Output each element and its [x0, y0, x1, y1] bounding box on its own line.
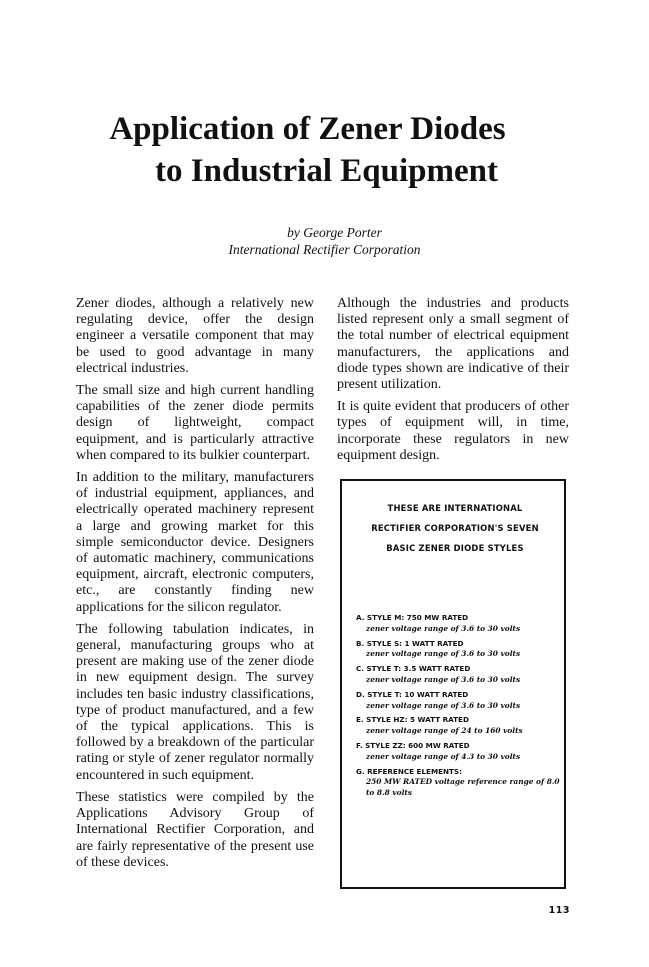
figure-heading-line: BASIC ZENER DIODE STYLES	[386, 543, 524, 553]
style-range: 250 MW RATED voltage reference range of 8.0 to 8.8 volts	[366, 777, 560, 798]
figure-heading-line: RECTIFIER CORPORATION'S SEVEN	[371, 523, 539, 533]
style-name: D. STYLE T: 10 WATT RATED	[356, 689, 469, 699]
style-range: zener voltage range of 3.6 to 30 volts	[366, 700, 521, 710]
page-number: 113	[548, 905, 570, 916]
list-item	[356, 715, 561, 737]
style-range: zener voltage range of 24 to 160 volts	[366, 726, 523, 736]
left-column	[76, 296, 314, 877]
style-name: F. STYLE ZZ: 600 MW RATED	[356, 740, 470, 750]
paragraph: Zener diodes, although a relatively new regulating device, offer the design engineer a versatile component that may be used to good advantage in many electrical industries.	[76, 296, 314, 376]
style-name: A. STYLE M: 750 MW RATED	[356, 613, 469, 622]
paragraph: In addition to the military, manufacturers of industrial equipment, appliances, and electrically operated machinery represent a large and growing market for this simple semiconductor device. Designers of automatic machinery, communications equipment, aircraft, electronic computers, etc., are constantly finding new applications for the silicon regulator.	[76, 470, 314, 615]
byline	[0, 224, 649, 258]
list-item	[356, 639, 561, 661]
zener-styles-figure	[340, 479, 566, 889]
style-name: C. STYLE T: 3.5 WATT RATED	[356, 664, 471, 674]
title-line-1: Application of Zener Diodes	[109, 111, 506, 147]
style-range: zener voltage range of 3.6 to 30 volts	[366, 674, 521, 684]
paragraph: The following tabulation indicates, in general, manufacturing groups who at present are making use of the zener diode in new equipment design. The survey includes ten basic industry classifications, type of product manufactured, and a few of the typical applications. This is followed by a breakdown of the particular rating or style of zener regulator normally encountered in such equipment.	[76, 621, 314, 783]
author-name: by George Porter	[287, 225, 382, 240]
figure-heading-line: THESE ARE INTERNATIONAL	[387, 503, 523, 513]
title-line-2: to Industrial Equipment	[155, 153, 498, 189]
diode-style-list	[356, 613, 561, 803]
style-range: zener voltage range of 4.3 to 30 volts	[366, 751, 521, 761]
paragraph: The small size and high current handling capabilities of the zener diode permits design of lightweight, compact equipment, and is particularly attractive when compared to its bulkier counterpart.	[76, 383, 314, 463]
article-title	[0, 108, 649, 192]
list-item	[356, 741, 561, 763]
paragraph: These statistics were compiled by the Applications Advisory Group of International Rectifier Corporation, and are fairly representative of the present use of these devices.	[76, 789, 314, 870]
list-item	[356, 690, 561, 712]
style-name: E. STYLE HZ: 5 WATT RATED	[356, 715, 469, 725]
right-column	[337, 296, 569, 470]
paragraph: Although the industries and products listed represent only a small segment of the total number of electrical equipment manufacturers, the applications and diode types shown are indicative of their present utilization.	[337, 296, 569, 393]
list-item	[356, 613, 561, 635]
list-item	[356, 664, 561, 686]
figure-heading	[342, 498, 568, 558]
paragraph: It is quite evident that producers of other types of equipment will, in time, incorporate these regulators in new equipment design.	[337, 399, 569, 463]
style-range: zener voltage range of 3.6 to 30 volts	[366, 649, 521, 659]
list-item	[356, 767, 561, 799]
style-name: B. STYLE S: 1 WATT RATED	[356, 638, 464, 648]
style-name: G. REFERENCE ELEMENTS:	[356, 766, 462, 776]
style-range: zener voltage range of 3.6 to 30 volts	[366, 623, 521, 633]
author-affiliation: International Rectifier Corporation	[228, 242, 421, 257]
